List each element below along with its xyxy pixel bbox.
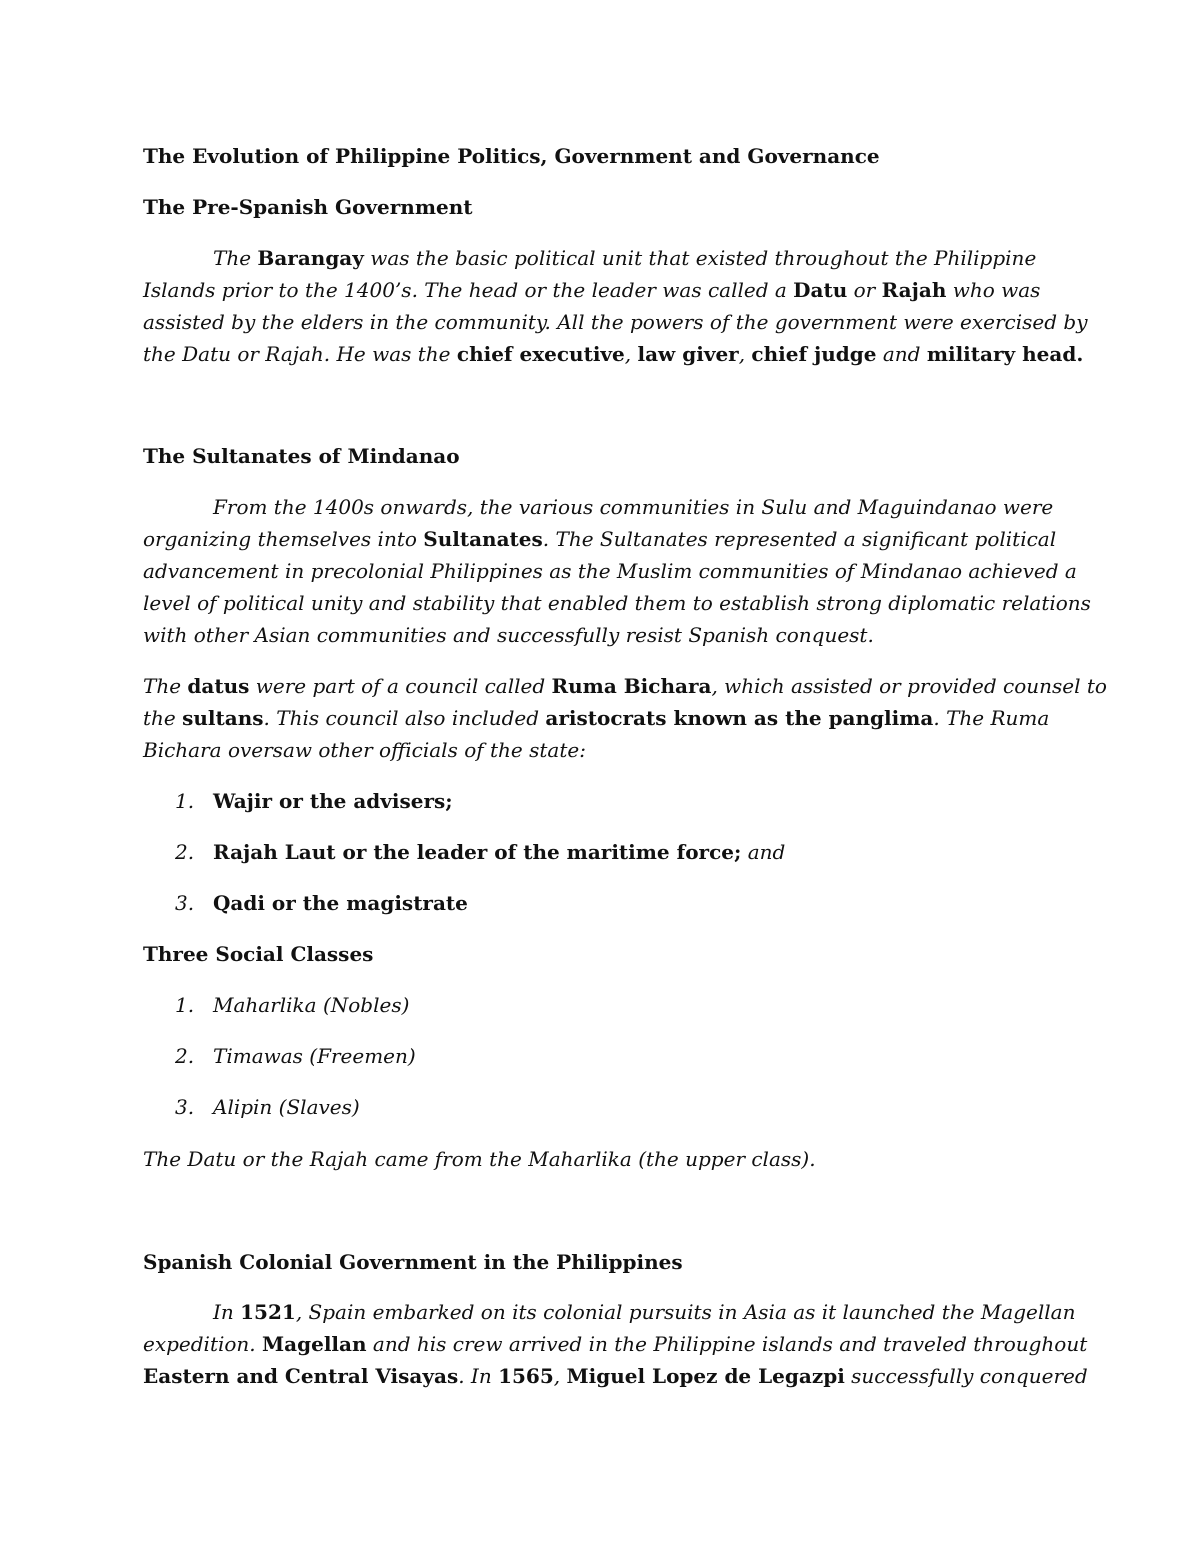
paragraph-line: the Datu or Rajah. He was the chief executive, law giver, chief judge and military head. xyxy=(143,342,1084,366)
paragraph-line: The Barangay was the basic political unit that existed throughout the Philippine xyxy=(213,246,1037,270)
paragraph-line: expedition. Magellan and his crew arrived in the Philippine islands and traveled throughout xyxy=(143,1332,1088,1356)
paragraph-line: organizing themselves into Sultanates. The Sultanates represented a significant political xyxy=(143,527,1057,551)
heading-pre-spanish: The Pre-Spanish Government xyxy=(143,195,473,219)
list-item: 3. Alipin (Slaves) xyxy=(175,1095,360,1119)
list-item: 2. Timawas (Freemen) xyxy=(175,1044,416,1068)
heading-social-classes: Three Social Classes xyxy=(143,942,374,966)
list-item: 1. Wajir or the advisers; xyxy=(175,789,453,813)
paragraph-line: In 1521, Spain embarked on its colonial pursuits in Asia as it launched the Magellan xyxy=(213,1300,1076,1324)
classes-note: The Datu or the Rajah came from the Maharlika (the upper class). xyxy=(143,1147,816,1171)
list-item: 3. Qadi or the magistrate xyxy=(175,891,468,915)
paragraph-line: Eastern and Central Visayas. In 1565, Miguel Lopez de Legazpi successfully conquered xyxy=(143,1364,1088,1388)
paragraph-line: the sultans. This council also included aristocrats known as the panglima. The Ruma xyxy=(143,706,1050,730)
paragraph-line: Bichara oversaw other officials of the state: xyxy=(143,738,586,762)
paragraph-line: with other Asian communities and successfully resist Spanish conquest. xyxy=(143,623,874,647)
heading-spanish-colonial: Spanish Colonial Government in the Philippines xyxy=(143,1250,683,1274)
paragraph-line: level of political unity and stability that enabled them to establish strong diplomatic relations xyxy=(143,591,1091,615)
list-item: 1. Maharlika (Nobles) xyxy=(175,993,410,1017)
paragraph-line: assisted by the elders in the community. All the powers of the government were exercised by xyxy=(143,310,1088,334)
paragraph-line: From the 1400s onwards, the various communities in Sulu and Maguindanao were xyxy=(213,495,1054,519)
paragraph-line: The datus were part of a council called Ruma Bichara, which assisted or provided counsel to xyxy=(143,674,1107,698)
paragraph-line: advancement in precolonial Philippines as the Muslim communities of Mindanao achieved a xyxy=(143,559,1077,583)
heading-sultanates: The Sultanates of Mindanao xyxy=(143,444,460,468)
list-item: 2. Rajah Laut or the leader of the maritime force; and xyxy=(175,840,786,864)
paragraph-line: Islands prior to the 1400’s. The head or the leader was called a Datu or Rajah who was xyxy=(143,278,1041,302)
document-title: The Evolution of Philippine Politics, Government and Governance xyxy=(143,144,880,168)
